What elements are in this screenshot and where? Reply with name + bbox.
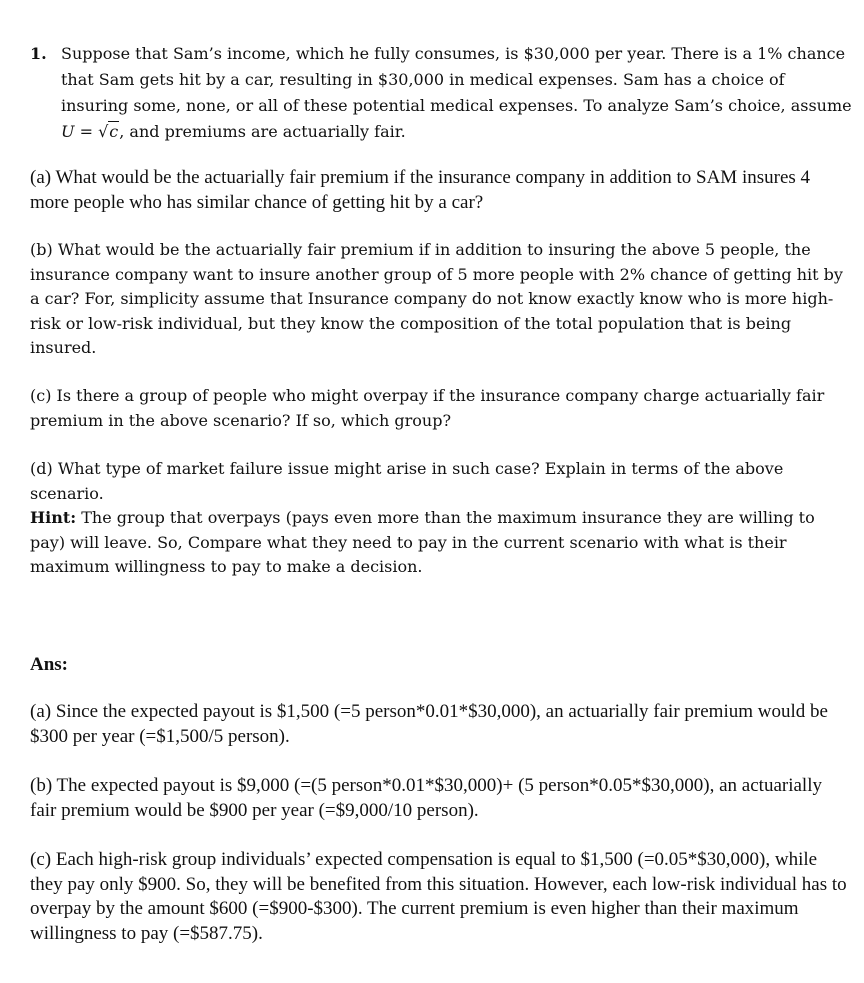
part-a-question: (a) What would be the actuarially fair premium if the insurance company in addition to SAM insures 4 more people who has similar chance of getting hit by a car? [30, 167, 811, 213]
part-b-question: (b) What would be the actuarially fair premium if in addition to insuring the above 5 people, the insurance company want to insure another group of 5 more people with 2% chance of getting hit by a car? For, simplicity assume that Insurance company do not know exactly know who is more high-risk or low-risk individual, but they know the composition of the total population that is being insured. [30, 240, 843, 357]
hint-text: The group that overpays (pays even more than the maximum insurance they are willing to pay) will leave. So, Compare what they need to pay in the current scenario with what is their maximum willingness to pay to make a decision. [30, 508, 815, 576]
utility-function [61, 122, 119, 141]
answer-c: (c) Each high-risk group individuals’ expected compensation is equal to $1,500 (=0.05*$30,000), while they pay only $900. So, they will be benefited from this situation. However, each low-risk individual has to overpay by the amount $600 (=$900-$300). The current premium is even higher than their maximum willingness to pay (=$587.75). [30, 849, 847, 944]
radical-sign: √ [98, 122, 109, 141]
utility-tail: , and premiums are actuarially fair. [119, 122, 406, 141]
utility-lhs: U = [61, 122, 99, 141]
answer-a: (a) Since the expected payout is $1,500 (=5 person*0.01*$30,000), an actuarially fair premium would be $300 per year (=$1,500/5 person). [30, 701, 828, 747]
radicand: c [109, 122, 119, 141]
part-d-question [30, 457, 852, 580]
part-c-question: (c) Is there a group of people who might overpay if the insurance company charge actuarially fair premium in the above scenario? If so, which group? [30, 386, 825, 430]
part-d-text: (d) What type of market failure issue might arise in such case? Explain in terms of the above scenario. [30, 459, 784, 503]
question-intro [61, 41, 852, 145]
sqrt-symbol [98, 119, 119, 145]
question-intro-text: Suppose that Sam’s income, which he fully consumes, is $30,000 per year. There is a 1% chance that Sam gets hit by a car, resulting in $30,000 in medical expenses. Sam has a choice of insuring some, none, or all of these potential medical expenses. To analyze Sam’s choice, assume [61, 44, 852, 115]
answer-section [30, 653, 852, 678]
question-number: 1. [30, 44, 47, 63]
answer-b: (b) The expected payout is $9,000 (=(5 person*0.01*$30,000)+ (5 person*0.05*$30,000), an actuarially fair premium would be $900 per year (=$9,000/10 person). [30, 775, 822, 821]
hint-label: Hint: [30, 508, 77, 527]
answer-label: Ans: [30, 654, 69, 675]
